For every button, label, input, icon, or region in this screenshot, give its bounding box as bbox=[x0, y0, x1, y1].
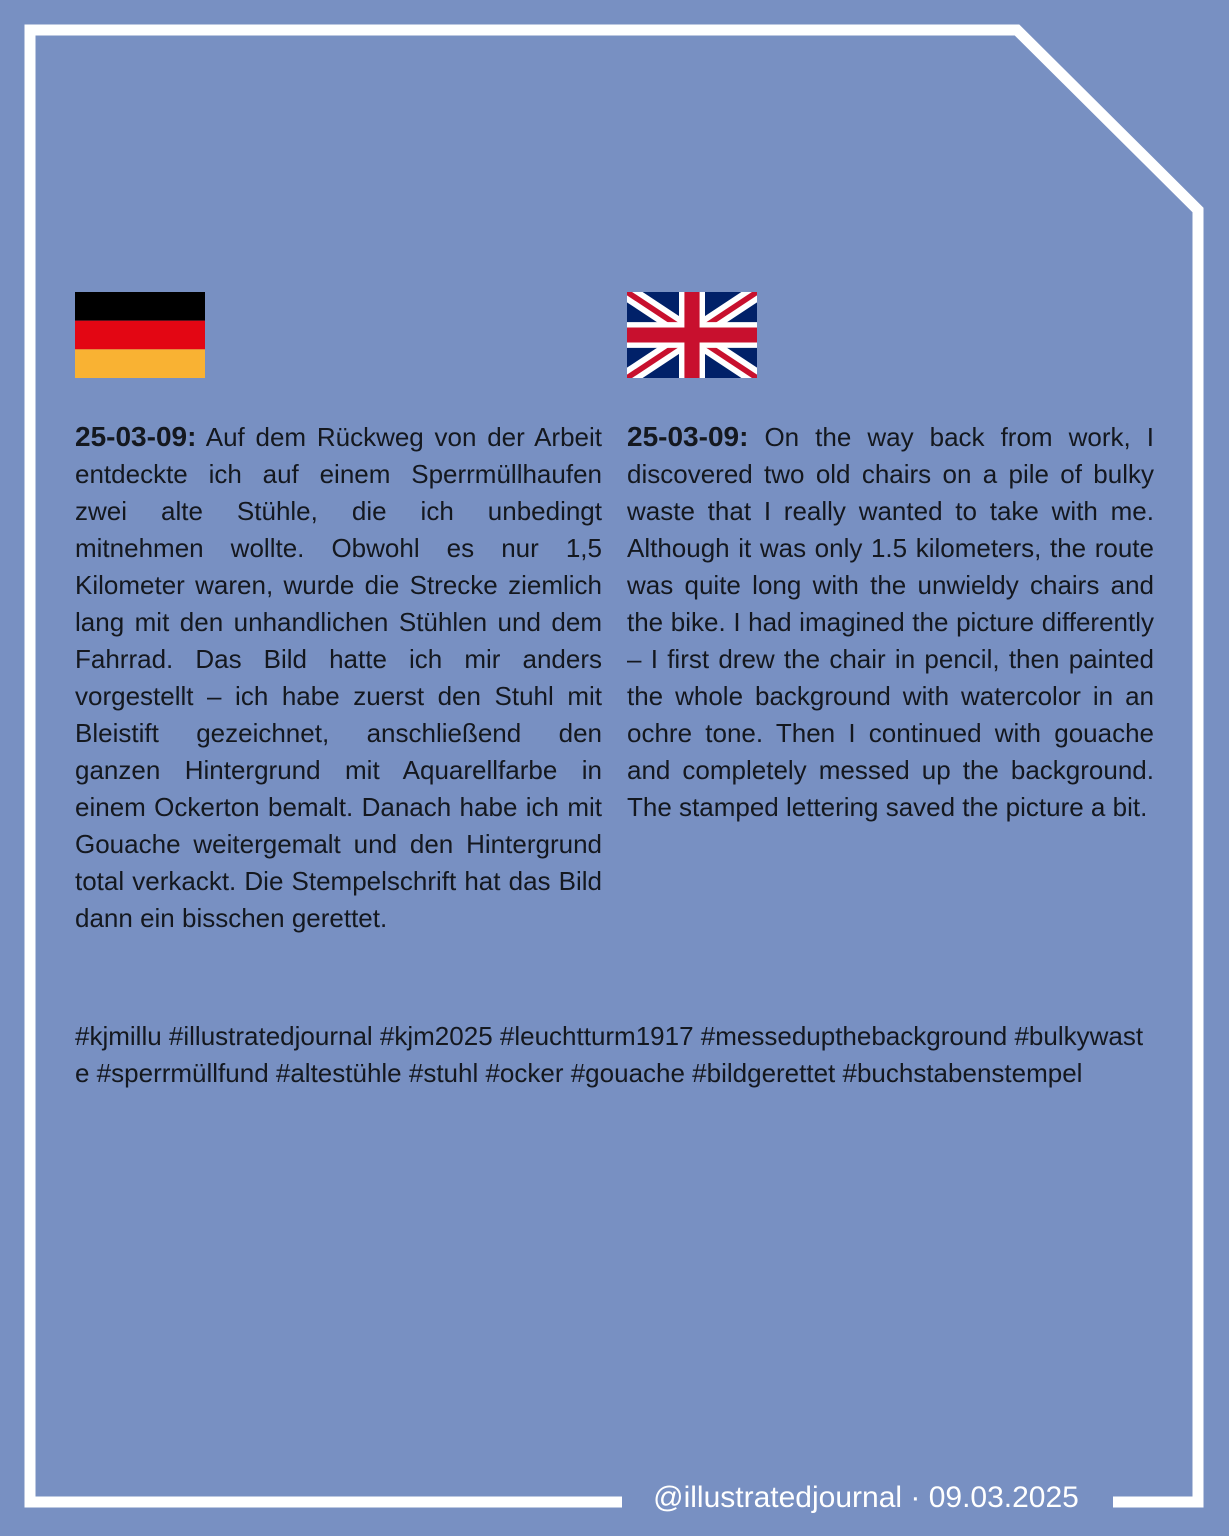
english-body: On the way back from work, I discovered two old chairs on a pile of bulky waste that I really wanted to take with me. Although it was only 1.5 kilometers, the route was quite long with the unwieldy chairs and the bike. I had imagined the picture differently – I first drew the chair in pencil, then painted the whole background with watercolor in an ochre tone. Then I continued with gouache and completely messed up the background. The stamped lettering saved the picture a bit. bbox=[627, 422, 1154, 822]
flag-stripe-red bbox=[75, 321, 205, 350]
footer-credit: @illustratedjournal · 09.03.2025 bbox=[622, 1477, 1110, 1519]
hashtags: #kjmillu #illustratedjournal #kjm2025 #leuchtturm1917 #messedupthebackground #bulkywaste #sperrmüllfund #altestühle #stuhl #ocker #gouache #bildgerettet #buchstabenstempel bbox=[75, 1021, 1144, 1088]
english-date: 25-03-09: bbox=[627, 421, 749, 452]
flag-stripe-black bbox=[75, 292, 205, 321]
german-body: Auf dem Rückweg von der Arbeit entdeckte ich auf einem Sperrmüllhaufen zwei alte Stühle, die ich unbedingt mitnehmen wollte. Obwohl es nur 1,5 Kilometer waren, wurde die Strecke ziemlich lang mit den unhandlichen Stühlen und dem Fahrrad. Das Bild hatte ich mir anders vorgestellt – ich habe zuerst den Stuhl mit Bleistift gezeichnet, anschließend den ganzen Hintergrund mit Aquarellfarbe in einem Ockerton bemalt. Danach habe ich mit Gouache weitergemalt und den Hintergrund total verkackt. Die Stempelschrift hat das Bild dann ein bisschen gerettet. bbox=[75, 422, 603, 933]
english-text-block bbox=[627, 418, 1154, 826]
german-date: 25-03-09: bbox=[75, 421, 197, 452]
flag-stripe-gold bbox=[75, 349, 205, 378]
german-text-block bbox=[75, 418, 602, 937]
uk-flag-icon bbox=[627, 292, 757, 378]
german-flag-icon bbox=[75, 292, 205, 378]
